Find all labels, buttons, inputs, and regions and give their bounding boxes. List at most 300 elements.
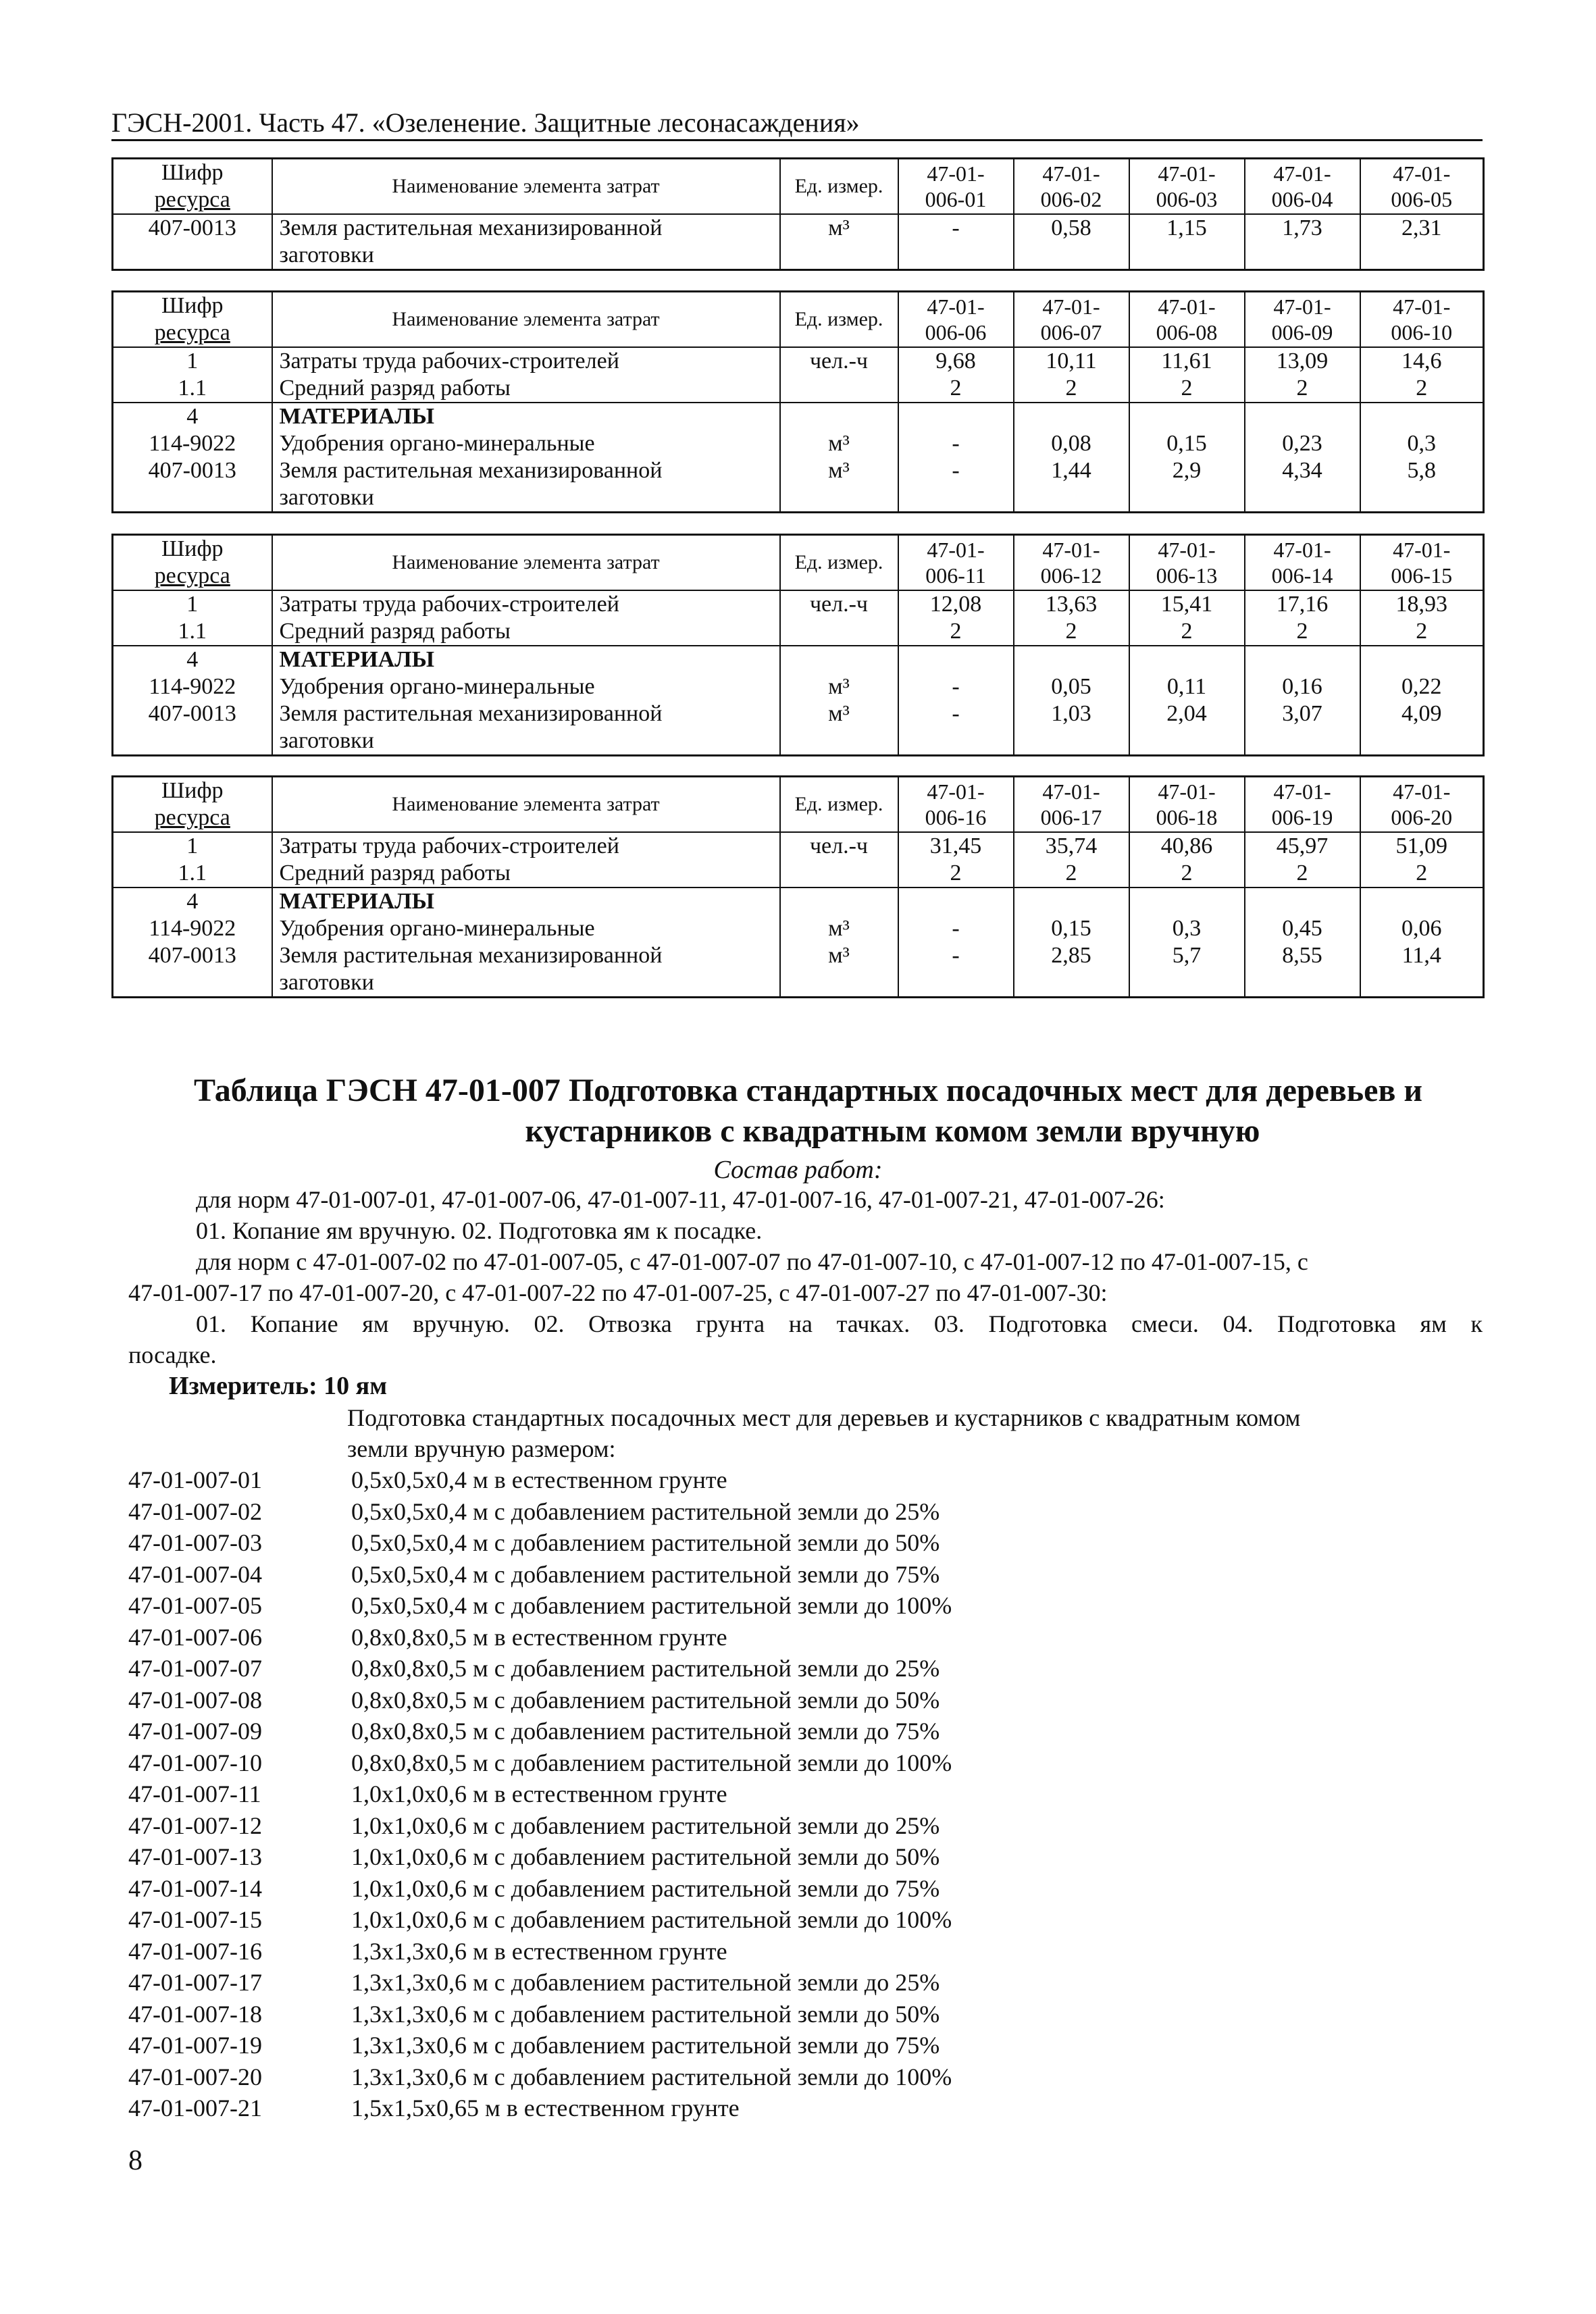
cost-element-name: Удобрения органо-минеральные [272, 430, 780, 457]
resource-code: 407-0013 [113, 214, 272, 242]
table-row [113, 915, 1484, 942]
value-cell: 2 [1360, 375, 1484, 403]
value-cell: 18,93 [1360, 590, 1484, 618]
table-row [113, 673, 1484, 700]
norm-code: 47-01-007-10 [128, 1749, 262, 1776]
cost-element-name: Затраты труда рабочих-строителей [272, 347, 780, 375]
unit-cell: м³ [780, 942, 898, 969]
table-row [113, 832, 1484, 860]
value-cell: 2,85 [1014, 942, 1129, 969]
resource-code: 407-0013 [113, 942, 272, 969]
value-cell [898, 242, 1014, 270]
norm-code-suffix: 006-18 [1156, 805, 1218, 829]
unit-cell: м³ [780, 214, 898, 242]
norm-code-prefix: 47-01- [1042, 161, 1100, 186]
cost-element-name: заготовки [272, 242, 780, 270]
value-cell: 2,04 [1129, 700, 1245, 727]
value-cell [898, 969, 1014, 998]
norm-code: 47-01-007-20 [128, 2063, 262, 2090]
header-norm-code [1245, 777, 1360, 833]
work-steps-2-line-2: посадке. [128, 1341, 217, 1368]
norm-code: 47-01-007-01 [128, 1466, 262, 1493]
value-cell: - [898, 214, 1014, 242]
norm-code: 47-01-007-05 [128, 1592, 262, 1619]
value-cell: 17,16 [1245, 590, 1360, 618]
norm-code-prefix: 47-01- [1158, 779, 1216, 804]
value-cell: 0,06 [1360, 915, 1484, 942]
norm-code: 47-01-007-18 [128, 2000, 262, 2028]
value-cell [1360, 242, 1484, 270]
norm-description: 0,5х0,5х0,4 м с добавлением растительной земли до 25% [351, 1497, 940, 1525]
table-row [113, 860, 1484, 888]
value-cell: 0,3 [1360, 430, 1484, 457]
value-cell: 1,44 [1014, 457, 1129, 484]
value-cell: 51,09 [1360, 832, 1484, 860]
norm-code-suffix: 006-10 [1391, 320, 1453, 344]
unit-cell: чел.-ч [780, 347, 898, 375]
value-cell: 5,8 [1360, 457, 1484, 484]
list-item [128, 2061, 952, 2093]
value-cell: 1,03 [1014, 700, 1129, 727]
table-row [113, 942, 1484, 969]
value-cell: 5,7 [1129, 942, 1245, 969]
cost-element-name: Затраты труда рабочих-строителей [272, 590, 780, 618]
norm-code-suffix: 006-06 [925, 320, 987, 344]
header-code-line-2: ресурса [154, 805, 230, 830]
value-cell: 0,15 [1129, 430, 1245, 457]
norm-code: 47-01-007-19 [128, 2032, 262, 2059]
norm-code-suffix: 006-15 [1391, 563, 1453, 588]
value-cell: - [898, 457, 1014, 484]
value-cell: 4,34 [1245, 457, 1360, 484]
resource-code: 114-9022 [113, 673, 272, 700]
norm-description: 0,5х0,5х0,4 м в естественном грунте [351, 1466, 727, 1493]
norm-description: 0,8х0,8х0,5 м с добавлением растительной земли до 25% [351, 1655, 940, 1682]
resource-code: 114-9022 [113, 430, 272, 457]
resource-table [111, 157, 1485, 271]
list-item [128, 1841, 952, 1873]
cost-element-name: Средний разряд работы [272, 618, 780, 646]
value-cell [1014, 484, 1129, 513]
list-item [128, 1999, 952, 2030]
value-cell [1129, 969, 1245, 998]
value-cell: 2 [1014, 375, 1129, 403]
value-cell: 0,15 [1014, 915, 1129, 942]
value-cell [898, 727, 1014, 756]
unit-cell: чел.-ч [780, 832, 898, 860]
value-cell: 3,07 [1245, 700, 1360, 727]
value-cell [898, 646, 1014, 673]
header-code-line-1: Шифр [161, 293, 224, 318]
value-cell: 0,23 [1245, 430, 1360, 457]
table-row [113, 375, 1484, 403]
norm-code-suffix: 006-01 [925, 187, 987, 211]
resource-code [113, 484, 272, 513]
norm-code: 47-01-007-03 [128, 1529, 262, 1556]
unit-cell [780, 727, 898, 756]
value-cell: 2,31 [1360, 214, 1484, 242]
header-resource-code [113, 159, 272, 215]
value-cell [898, 484, 1014, 513]
resource-code: 407-0013 [113, 457, 272, 484]
norm-code: 47-01-007-15 [128, 1906, 262, 1933]
cost-element-name: Средний разряд работы [272, 860, 780, 888]
value-cell: - [898, 700, 1014, 727]
header-norm-code [1129, 777, 1245, 833]
norm-description: 0,8х0,8х0,5 м с добавлением растительной земли до 75% [351, 1718, 940, 1745]
norm-code-suffix: 006-14 [1271, 563, 1333, 588]
norm-code-prefix: 47-01- [1273, 538, 1331, 562]
norm-description: 1,3х1,3х0,6 м с добавлением растительной земли до 25% [351, 1969, 940, 1996]
list-item [128, 1653, 952, 1685]
table-row [113, 347, 1484, 375]
norm-code-suffix: 006-07 [1040, 320, 1102, 344]
resource-code [113, 969, 272, 998]
norm-code: 47-01-007-16 [128, 1937, 262, 1965]
value-cell: 2 [1129, 618, 1245, 646]
norms-group-1: для норм 47-01-007-01, 47-01-007-06, 47-01-007-11, 47-01-007-16, 47-01-007-21, 47-01-007-26: [196, 1186, 1165, 1213]
header-cost-element: Наименование элемента затрат [272, 777, 780, 833]
norm-description: 0,5х0,5х0,4 м с добавлением растительной земли до 100% [351, 1592, 952, 1619]
list-item [128, 1778, 952, 1810]
norm-code: 47-01-007-21 [128, 2094, 262, 2122]
unit-cell [780, 969, 898, 998]
value-cell [1245, 727, 1360, 756]
norm-code-suffix: 006-02 [1040, 187, 1102, 211]
table-row [113, 214, 1484, 242]
resource-code: 4 [113, 888, 272, 915]
resource-code: 1 [113, 347, 272, 375]
norm-description: 1,0х1,0х0,6 м с добавлением растительной земли до 100% [351, 1906, 952, 1933]
value-cell [1245, 646, 1360, 673]
norm-code-suffix: 006-11 [925, 563, 986, 588]
cost-element-name: Средний разряд работы [272, 375, 780, 403]
norms-group-2-line-2: 47-01-007-17 по 47-01-007-20, с 47-01-007-22 по 47-01-007-25, с 47-01-007-27 по 47-01-007-30: [128, 1279, 1108, 1306]
value-cell: - [898, 430, 1014, 457]
value-cell: 2 [898, 618, 1014, 646]
resource-code: 4 [113, 646, 272, 673]
header-norm-code [1129, 159, 1245, 215]
header-norm-code [898, 292, 1014, 348]
header-cost-element: Наименование элемента затрат [272, 292, 780, 348]
value-cell: 10,11 [1014, 347, 1129, 375]
header-norm-code [1360, 159, 1484, 215]
header-norm-code [898, 777, 1014, 833]
resource-code: 1.1 [113, 860, 272, 888]
list-item [128, 1590, 952, 1622]
unit-cell: м³ [780, 700, 898, 727]
norm-description: 1,0х1,0х0,6 м в естественном грунте [351, 1780, 727, 1807]
norm-code-prefix: 47-01- [1273, 294, 1331, 319]
norm-code-prefix: 47-01- [1158, 538, 1216, 562]
resource-table [111, 775, 1485, 998]
value-cell [898, 403, 1014, 430]
norm-list [128, 1464, 952, 2124]
running-header: ГЭСН-2001. Часть 47. «Озеленение. Защитные лесонасаждения» [111, 107, 860, 138]
cost-element-name: заготовки [272, 484, 780, 513]
unit-cell [780, 888, 898, 915]
value-cell [1014, 888, 1129, 915]
table-row [113, 242, 1484, 270]
norm-code-suffix: 006-09 [1271, 320, 1333, 344]
header-unit: Ед. измер. [780, 292, 898, 348]
value-cell [1129, 888, 1245, 915]
list-item [128, 2030, 952, 2061]
header-unit: Ед. измер. [780, 777, 898, 833]
value-cell [1129, 484, 1245, 513]
value-cell: 2 [1129, 860, 1245, 888]
value-cell: 15,41 [1129, 590, 1245, 618]
resource-code [113, 727, 272, 756]
value-cell: 40,86 [1129, 832, 1245, 860]
unit-cell [780, 375, 898, 403]
norm-code-suffix: 006-08 [1156, 320, 1218, 344]
value-cell [1360, 484, 1484, 513]
unit-cell [780, 860, 898, 888]
cost-element-name: МАТЕРИАЛЫ [272, 646, 780, 673]
list-item [128, 1559, 952, 1591]
header-unit: Ед. измер. [780, 159, 898, 215]
header-norm-code [898, 159, 1014, 215]
resource-code: 1.1 [113, 618, 272, 646]
value-cell: 13,63 [1014, 590, 1129, 618]
value-cell: 2,9 [1129, 457, 1245, 484]
norm-code-suffix: 006-16 [925, 805, 987, 829]
composition-label: Состав работ: [713, 1156, 883, 1184]
value-cell [1360, 888, 1484, 915]
norm-code-prefix: 47-01- [1273, 161, 1331, 186]
unit-cell [780, 646, 898, 673]
norm-description: 0,8х0,8х0,5 м с добавлением растительной земли до 100% [351, 1749, 952, 1776]
value-cell: 2 [1014, 618, 1129, 646]
value-cell [1360, 403, 1484, 430]
value-cell: 11,61 [1129, 347, 1245, 375]
list-item [128, 2092, 952, 2124]
norm-code-prefix: 47-01- [1273, 779, 1331, 804]
norm-code-prefix: 47-01- [1042, 294, 1100, 319]
value-cell: 2 [1245, 375, 1360, 403]
unit-cell: чел.-ч [780, 590, 898, 618]
unit-cell: м³ [780, 915, 898, 942]
list-item [128, 1464, 952, 1496]
norm-code-prefix: 47-01- [927, 294, 985, 319]
norm-code-suffix: 006-17 [1040, 805, 1102, 829]
section-title-line-2: кустарников с квадратным комом земли вручную [525, 1113, 1260, 1149]
header-cost-element: Наименование элемента затрат [272, 159, 780, 215]
resource-table [111, 290, 1485, 513]
norms-group-2-line-1: для норм с 47-01-007-02 по 47-01-007-05, с 47-01-007-07 по 47-01-007-10, с 47-01-007-12 по 47-01-007-15, с [196, 1248, 1308, 1275]
header-norm-code [1245, 159, 1360, 215]
value-cell [1245, 969, 1360, 998]
unit-cell: м³ [780, 430, 898, 457]
list-item [128, 1716, 952, 1747]
list-item [128, 1810, 952, 1842]
norm-code: 47-01-007-17 [128, 1969, 262, 1996]
header-norm-code [1014, 159, 1129, 215]
norm-description: 0,5х0,5х0,4 м с добавлением растительной земли до 75% [351, 1560, 940, 1588]
header-norm-code [898, 535, 1014, 591]
value-cell: 31,45 [898, 832, 1014, 860]
header-resource-code [113, 535, 272, 591]
value-cell: 1,15 [1129, 214, 1245, 242]
value-cell: 0,11 [1129, 673, 1245, 700]
norm-code: 47-01-007-08 [128, 1686, 262, 1714]
norm-code-prefix: 47-01- [927, 538, 985, 562]
value-cell [1014, 242, 1129, 270]
value-cell [1014, 403, 1129, 430]
cost-element-name: Земля растительная механизированной [272, 214, 780, 242]
resource-table [111, 534, 1485, 756]
value-cell: 0,16 [1245, 673, 1360, 700]
norm-code: 47-01-007-11 [128, 1780, 261, 1807]
norm-code-suffix: 006-04 [1271, 187, 1333, 211]
value-cell: 4,09 [1360, 700, 1484, 727]
resource-code: 407-0013 [113, 700, 272, 727]
value-cell [1014, 969, 1129, 998]
value-cell: 35,74 [1014, 832, 1129, 860]
header-resource-code [113, 777, 272, 833]
value-cell: 2 [1360, 618, 1484, 646]
value-cell [1129, 727, 1245, 756]
value-cell [1360, 969, 1484, 998]
value-cell: - [898, 673, 1014, 700]
table-row [113, 700, 1484, 727]
norm-code-suffix: 006-20 [1391, 805, 1453, 829]
value-cell [1014, 727, 1129, 756]
value-cell [1129, 646, 1245, 673]
header-norm-code [1360, 292, 1484, 348]
norm-code-suffix: 006-03 [1156, 187, 1218, 211]
table-row [113, 403, 1484, 430]
value-cell: 9,68 [898, 347, 1014, 375]
cost-element-name: Земля растительная механизированной [272, 457, 780, 484]
norm-code-prefix: 47-01- [1158, 294, 1216, 319]
header-code-line-1: Шифр [161, 778, 224, 803]
intro-line-1: Подготовка стандартных посадочных мест для деревьев и кустарников с квадратным комом [347, 1404, 1301, 1431]
value-cell: 0,45 [1245, 915, 1360, 942]
norm-code: 47-01-007-14 [128, 1874, 262, 1902]
norm-code-prefix: 47-01- [1042, 538, 1100, 562]
norm-description: 1,3х1,3х0,6 м с добавлением растительной земли до 75% [351, 2032, 940, 2059]
norm-description: 0,8х0,8х0,5 м с добавлением растительной земли до 50% [351, 1686, 940, 1714]
value-cell [1014, 646, 1129, 673]
list-item [128, 1496, 952, 1528]
norm-code-prefix: 47-01- [1393, 161, 1451, 186]
cost-element-name: МАТЕРИАЛЫ [272, 888, 780, 915]
table-row [113, 590, 1484, 618]
norm-description: 1,3х1,3х0,6 м с добавлением растительной земли до 100% [351, 2063, 952, 2090]
header-resource-code [113, 292, 272, 348]
value-cell [1245, 242, 1360, 270]
header-rule [111, 139, 1483, 141]
list-item [128, 1622, 952, 1653]
value-cell [1245, 484, 1360, 513]
norm-code: 47-01-007-02 [128, 1497, 262, 1525]
value-cell [898, 888, 1014, 915]
header-code-line-1: Шифр [161, 160, 224, 185]
norm-code-suffix: 006-19 [1271, 805, 1333, 829]
norm-code-prefix: 47-01- [927, 161, 985, 186]
norm-description: 0,8х0,8х0,5 м в естественном грунте [351, 1623, 727, 1651]
list-item [128, 1527, 952, 1559]
header-norm-code [1014, 777, 1129, 833]
work-steps-2-line-1: 01. Копание ям вручную. 02. Отвозка грунта на тачках. 03. Подготовка смеси. 04. Подготовка ям к [196, 1310, 1483, 1337]
value-cell: 2 [1360, 860, 1484, 888]
header-norm-code [1245, 292, 1360, 348]
value-cell [1360, 727, 1484, 756]
value-cell: 11,4 [1360, 942, 1484, 969]
page-number: 8 [128, 2145, 143, 2176]
table-row [113, 888, 1484, 915]
table-row [113, 457, 1484, 484]
header-norm-code [1129, 292, 1245, 348]
norm-code: 47-01-007-07 [128, 1655, 262, 1682]
header-norm-code [1360, 777, 1484, 833]
norm-code: 47-01-007-04 [128, 1560, 262, 1588]
value-cell: 2 [898, 375, 1014, 403]
resource-code: 1 [113, 832, 272, 860]
norm-description: 1,0х1,0х0,6 м с добавлением растительной земли до 75% [351, 1874, 940, 1902]
cost-element-name: заготовки [272, 727, 780, 756]
norm-code-suffix: 006-13 [1156, 563, 1218, 588]
header-norm-code [1245, 535, 1360, 591]
resource-code [113, 242, 272, 270]
cost-element-name: Удобрения органо-минеральные [272, 915, 780, 942]
norm-code-prefix: 47-01- [1042, 779, 1100, 804]
norm-code-suffix: 006-05 [1391, 187, 1453, 211]
cost-element-name: Земля растительная механизированной [272, 700, 780, 727]
header-norm-code [1129, 535, 1245, 591]
table-row [113, 727, 1484, 756]
unit-cell: м³ [780, 457, 898, 484]
list-item [128, 1904, 952, 1936]
norm-description: 0,5х0,5х0,4 м с добавлением растительной земли до 50% [351, 1529, 940, 1556]
unit-cell: м³ [780, 673, 898, 700]
value-cell [1360, 646, 1484, 673]
norm-description: 1,5х1,5х0,65 м в естественном грунте [351, 2094, 740, 2122]
section-title [0, 1071, 1596, 1152]
value-cell [1129, 242, 1245, 270]
cost-element-name: Затраты труда рабочих-строителей [272, 832, 780, 860]
value-cell: 0,22 [1360, 673, 1484, 700]
header-norm-code [1014, 292, 1129, 348]
cost-element-name: Земля растительная механизированной [272, 942, 780, 969]
header-code-line-2: ресурса [154, 187, 230, 212]
unit-cell [780, 242, 898, 270]
section-title-line-1: Таблица ГЭСН 47-01-007 Подготовка стандартных посадочных мест для деревьев и [193, 1073, 1423, 1108]
header-norm-code [1014, 535, 1129, 591]
value-cell: 14,6 [1360, 347, 1484, 375]
value-cell: 13,09 [1245, 347, 1360, 375]
norm-code-prefix: 47-01- [1393, 779, 1451, 804]
list-item [128, 1685, 952, 1716]
value-cell: 2 [1245, 618, 1360, 646]
value-cell [1245, 888, 1360, 915]
unit-cell [780, 618, 898, 646]
header-norm-code [1360, 535, 1484, 591]
intro-line-2: земли вручную размером: [347, 1435, 616, 1462]
norm-code-prefix: 47-01- [927, 779, 985, 804]
list-item [128, 1873, 952, 1905]
value-cell: 2 [1245, 860, 1360, 888]
header-code-line-1: Шифр [161, 536, 224, 561]
table-row [113, 484, 1484, 513]
cost-element-name: МАТЕРИАЛЫ [272, 403, 780, 430]
cost-element-name: заготовки [272, 969, 780, 998]
value-cell: 0,58 [1014, 214, 1129, 242]
value-cell: 8,55 [1245, 942, 1360, 969]
norm-code-prefix: 47-01- [1158, 161, 1216, 186]
